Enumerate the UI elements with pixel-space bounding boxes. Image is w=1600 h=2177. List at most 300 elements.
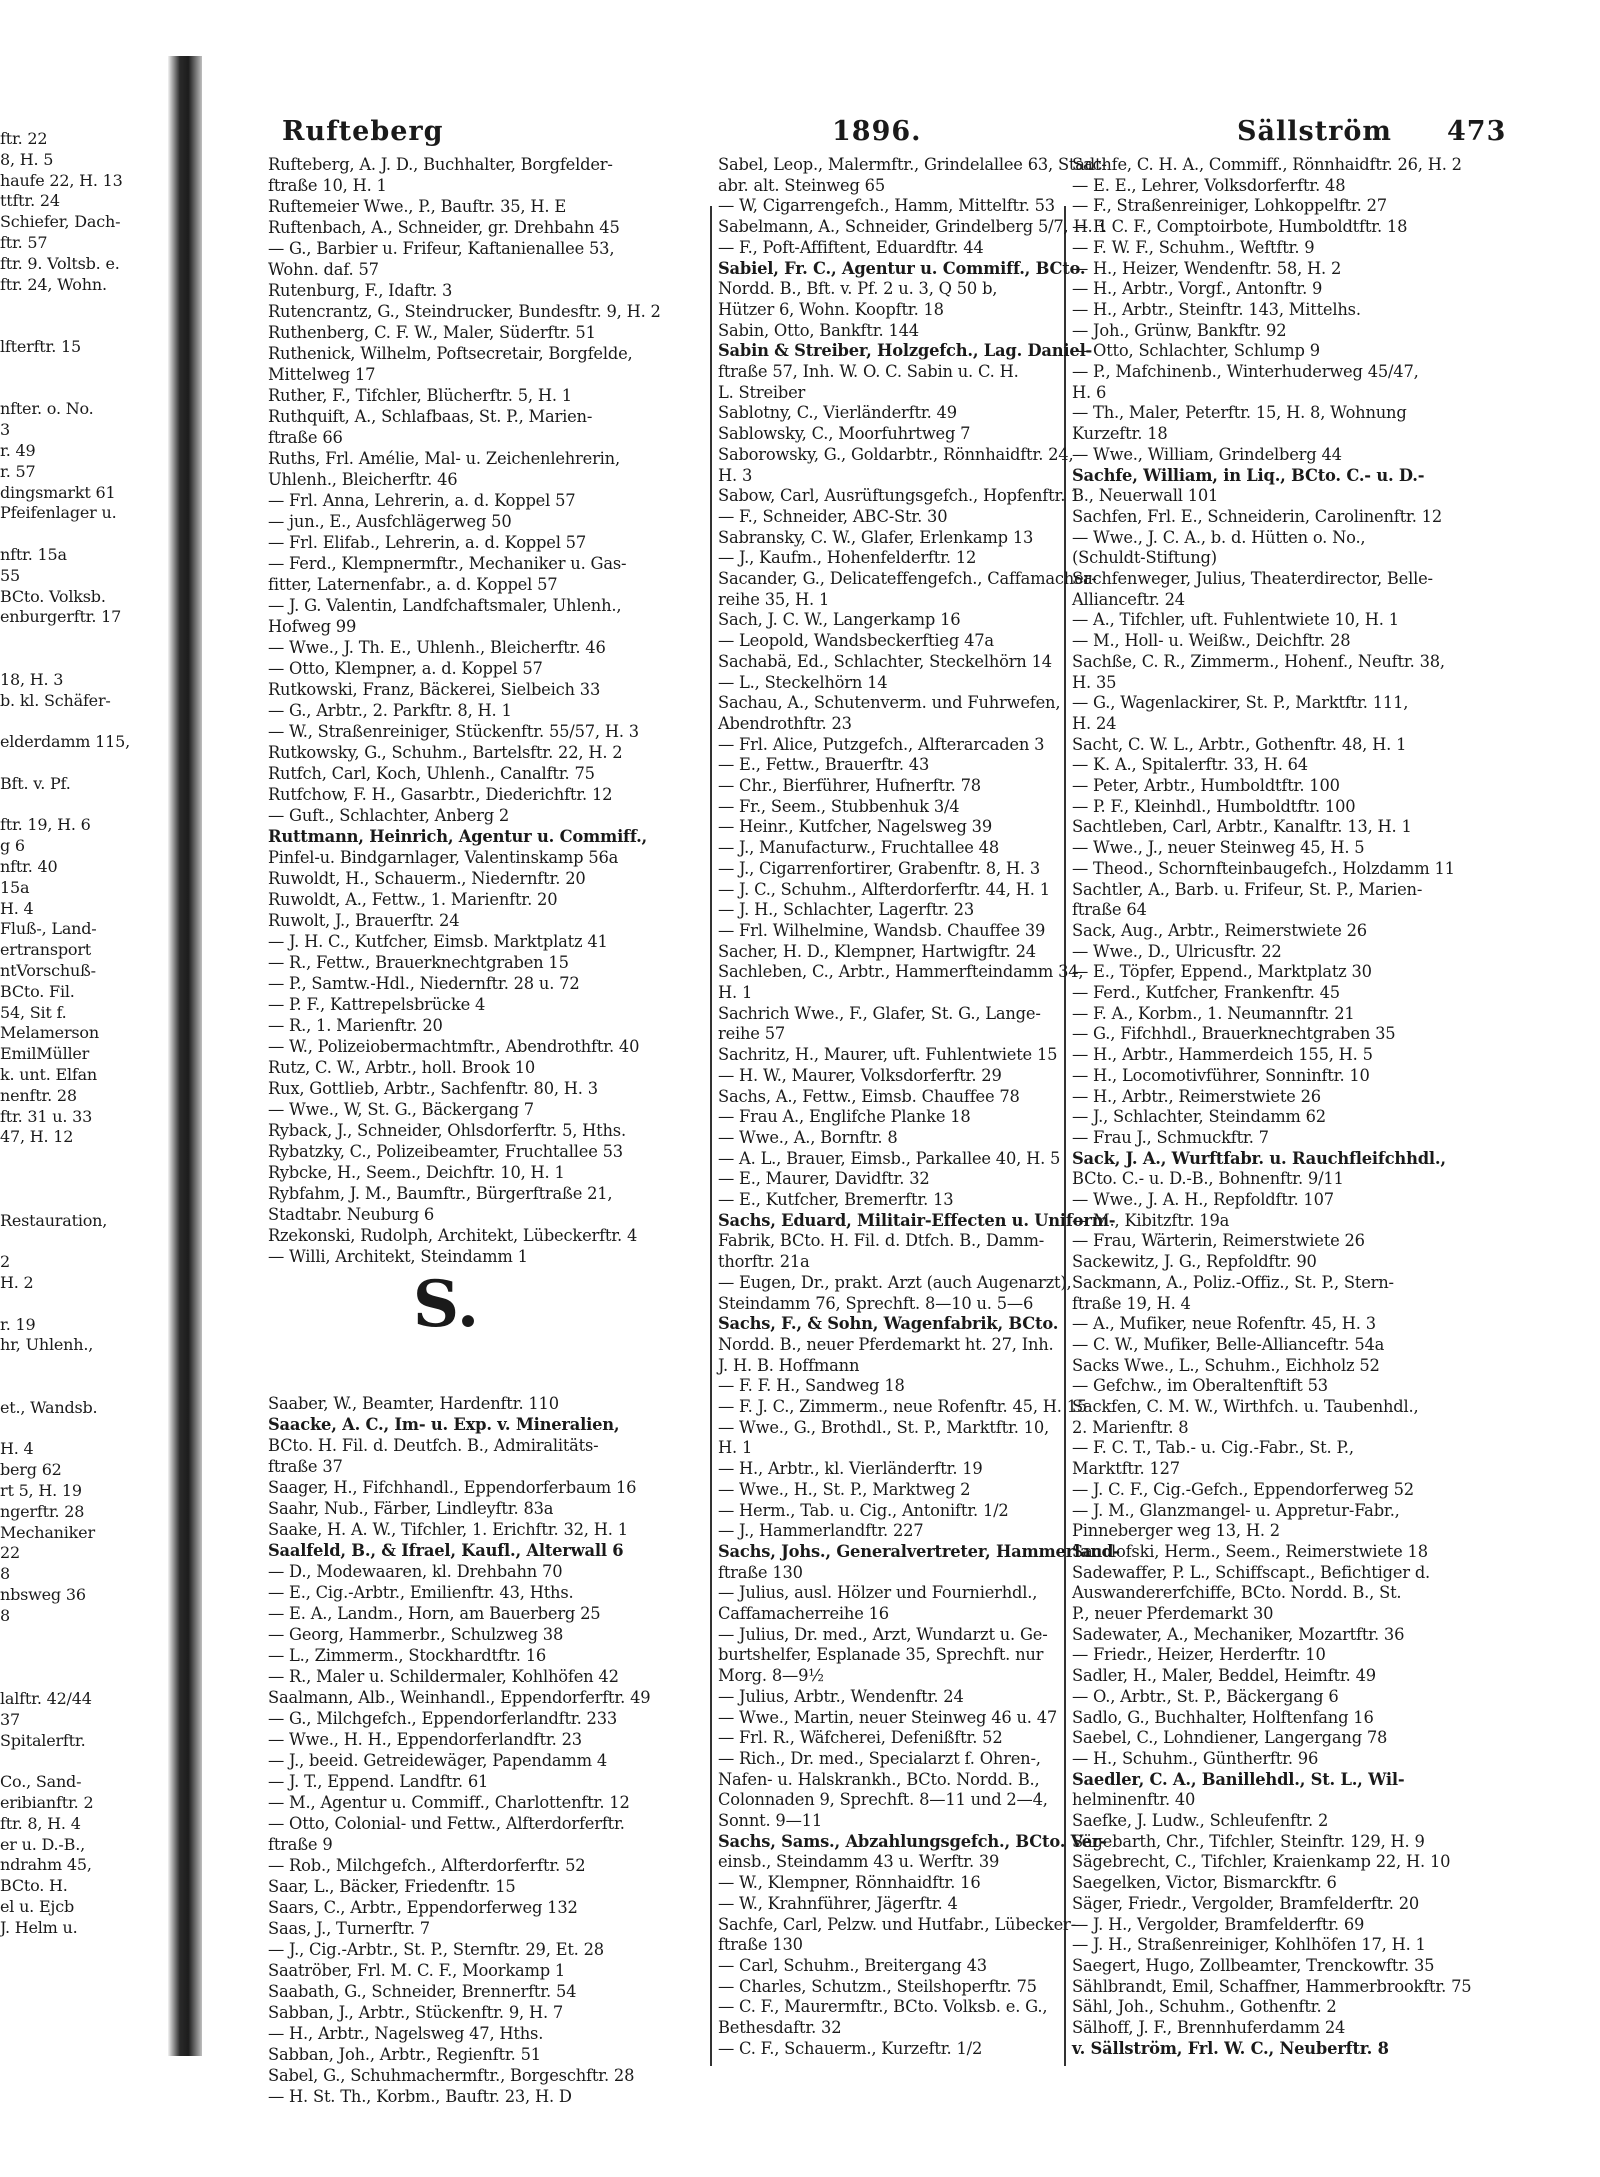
directory-entry-line: — J. H., Schlachter, Lagerftr. 23 <box>718 900 974 920</box>
column-rule-2 <box>1064 206 1066 2066</box>
left-page-line: nfter. o. No. <box>0 399 94 419</box>
directory-entry-line: — O., Arbtr., St. P., Bäckergang 6 <box>1072 1686 1339 1706</box>
directory-entry-line: — Otto, Schlachter, Schlump 9 <box>1072 341 1320 361</box>
left-page-line: ftr. 19, H. 6 <box>0 815 91 835</box>
directory-entry-line: Saacke, A. C., Im- u. Exp. v. Mineralien, <box>268 1415 620 1434</box>
directory-entry-line: — A., Tifchler, uft. Fuhlentwiete 10, H. 1 <box>1072 610 1399 630</box>
directory-entry-line: Pinfel-u. Bindgarnlager, Valentinskamp 56a <box>268 848 619 867</box>
directory-entry-line: — Otto, Klempner, a. d. Koppel 57 <box>268 659 543 678</box>
left-page-line: Pfeifenlager u. <box>0 503 117 523</box>
left-page-line: 3 <box>0 420 10 440</box>
directory-entry-line: Sägebrecht, C., Tifchler, Kraienkamp 22, H. 10 <box>1072 1852 1451 1872</box>
directory-entry-line: — Wwe., D., Ulricusftr. 22 <box>1072 941 1282 961</box>
directory-entry-line: — G., Fifchhdl., Brauerknechtgraben 35 <box>1072 1024 1396 1044</box>
directory-entry-line: helminenftr. 40 <box>1072 1790 1196 1810</box>
directory-entry-line: Sabel, G., Schuhmachermftr., Borgeschftr. 28 <box>268 2066 635 2085</box>
left-page-line: Melamerson <box>0 1023 99 1043</box>
directory-entry-line: — C. F., Maurermftr., BCto. Volksb. e. G., <box>718 1997 1048 2017</box>
directory-entry-line: B., Neuerwall 101 <box>1072 486 1219 506</box>
directory-entry-line: Sachtler, A., Barb. u. Frifeur, St. P., Marien- <box>1072 879 1423 899</box>
directory-entry-line: Sacks Wwe., L., Schuhm., Eichholz 52 <box>1072 1355 1380 1375</box>
directory-entry-line: — J. C. F., Cig.-Gefch., Eppendorferweg 52 <box>1072 1479 1414 1499</box>
directory-entry-line: Rybfahm, J. M., Baumftr., Bürgerftraße 21, <box>268 1184 613 1203</box>
directory-entry-line: — Carl, Schuhm., Breitergang 43 <box>718 1955 987 1975</box>
left-page-line: H. 4 <box>0 898 34 918</box>
directory-entry-line: Ruwoldt, H., Schauerm., Niedernftr. 20 <box>268 869 586 888</box>
directory-entry-line: — Wwe., W, St. G., Bäckergang 7 <box>268 1100 534 1119</box>
left-page-line: Restauration, <box>0 1210 108 1230</box>
directory-entry-line: Sachabä, Ed., Schlachter, Steckelhörn 14 <box>718 651 1052 671</box>
directory-entry-line: Saalmann, Alb., Weinhandl., Eppendorferftr. 49 <box>268 1688 651 1707</box>
directory-entry-line: — Wwe., J. C. A., b. d. Hütten o. No., <box>1072 527 1366 547</box>
left-page-line: ftr. 8, H. 4 <box>0 1813 81 1833</box>
directory-entry-line: — Wwe., J., neuer Steinweg 45, H. 5 <box>1072 838 1365 858</box>
directory-entry-line: — A., Mufiker, neue Rofenftr. 45, H. 3 <box>1072 1314 1376 1334</box>
directory-entry-line: — Heinr., Kutfcher, Nagelsweg 39 <box>718 817 993 837</box>
directory-entry-line: Saas, J., Turnerftr. 7 <box>268 1919 430 1938</box>
directory-entry-line: Sackfen, C. M. W., Wirthfch. u. Taubenhdl., <box>1072 1397 1419 1416</box>
directory-entry-line: — C. W., Mufiker, Belle-Allianceftr. 54a <box>1072 1334 1385 1354</box>
directory-entry-line: — F. C. F., Comptoirbote, Humboldtftr. 18 <box>1072 217 1408 237</box>
left-page-line: Co., Sand- <box>0 1772 82 1792</box>
directory-entry-line: — Joh., Grünw, Bankftr. 92 <box>1072 320 1287 340</box>
directory-entry-line: — H. W., Maurer, Volksdorferftr. 29 <box>718 1065 1002 1085</box>
directory-entry-line: Steindamm 76, Sprechft. 8—10 u. 5—6 <box>718 1293 1034 1313</box>
directory-entry-line: — J., beeid. Getreidewäger, Papendamm 4 <box>268 1751 608 1770</box>
directory-entry-line: — E., Maurer, Davidftr. 32 <box>718 1169 930 1189</box>
left-page-line: rt 5, H. 19 <box>0 1481 82 1500</box>
directory-entry-line: Stadtabr. Neuburg 6 <box>268 1205 435 1224</box>
directory-entry-line: Sack, J. A., Wurftfabr. u. Rauchfleifchhdl., <box>1072 1148 1446 1168</box>
directory-entry-line: — Julius, ausl. Hölzer und Fournierhdl., <box>718 1583 1038 1603</box>
left-page-line: 54, Sit f. <box>0 1002 67 1022</box>
left-page-line: eribianftr. 2 <box>0 1793 94 1812</box>
page-number: 473 <box>1447 116 1507 147</box>
directory-entry-line: Hützer 6, Wohn. Koopftr. 18 <box>718 299 944 319</box>
directory-entry-line: — Wwe., A., Bornftr. 8 <box>718 1127 898 1147</box>
directory-entry-line: — G., Arbtr., 2. Parkftr. 8, H. 1 <box>268 701 512 720</box>
directory-entry-line: — J., Cigarrenfortirer, Grabenftr. 8, H. 3 <box>718 858 1041 878</box>
directory-entry-line: Sachfe, William, in Liq., BCto. C.- u. D.- <box>1072 465 1425 485</box>
left-page-line: k. unt. Elfan <box>0 1065 98 1084</box>
directory-entry-line: — G., Wagenlackirer, St. P., Marktftr. 111, <box>1072 693 1409 713</box>
left-page-line: el u. Ejcb <box>0 1897 74 1916</box>
directory-entry-line: Sachs, A., Fettw., Eimsb. Chauffee 78 <box>718 1086 1020 1106</box>
directory-entry-line: Sähl, Joh., Schuhm., Gothenftr. 2 <box>1072 1997 1337 2017</box>
directory-entry-line: Ruthenberg, C. F. W., Maler, Süderftr. 51 <box>268 323 596 342</box>
directory-entry-line: — P. F., Kleinhdl., Humboldtftr. 100 <box>1072 796 1356 816</box>
directory-entry-line: Sälhoff, J. F., Brennhuferdamm 24 <box>1072 2018 1346 2037</box>
directory-entry-line: Sabban, Joh., Arbtr., Regienftr. 51 <box>268 2045 541 2064</box>
directory-entry-line: — D., Modewaaren, kl. Drehbahn 70 <box>268 1562 563 1581</box>
directory-entry-line: Saebel, C., Lohndiener, Langergang 78 <box>1072 1728 1388 1748</box>
directory-entry-line: Sachritz, H., Maurer, uft. Fuhlentwiete 15 <box>718 1045 1058 1065</box>
directory-entry-line: ftraße 19, H. 4 <box>1072 1293 1191 1313</box>
directory-entry-line: Sackewitz, J. G., Repfoldftr. 90 <box>1072 1252 1317 1272</box>
left-page-line: 8 <box>0 1564 10 1584</box>
directory-entry-line: — Wwe., H., St. P., Marktweg 2 <box>718 1479 971 1499</box>
directory-entry-line: — Frl. Wilhelmine, Wandsb. Chauffee 39 <box>718 920 1046 940</box>
directory-entry-line: — Frau A., Englifche Planke 18 <box>718 1107 971 1127</box>
directory-entry-line: Saalfeld, B., & Ifrael, Kaufl., Alterwall 6 <box>268 1541 624 1560</box>
directory-entry-line: Saabath, G., Schneider, Brennerftr. 54 <box>268 1982 577 2001</box>
directory-entry-line: H. 1 <box>718 1438 753 1458</box>
directory-entry-line: Saars, C., Arbtr., Eppendorferweg 132 <box>268 1898 578 1917</box>
left-page-line: 15a <box>0 877 30 897</box>
directory-entry-line: thorftr. 21a <box>718 1252 810 1272</box>
left-page-line: ttftr. 24 <box>0 191 60 211</box>
directory-entry-line: Abendrothftr. 23 <box>718 713 852 733</box>
directory-entry-line: Saaber, W., Beamter, Hardenftr. 110 <box>268 1394 559 1413</box>
directory-entry-line: BCto. C.- u. D.-B., Bohnenftr. 9/11 <box>1072 1169 1344 1189</box>
left-page-line: ngerftr. 28 <box>0 1501 85 1521</box>
directory-entry-line: H. 3 <box>718 465 753 485</box>
directory-entry-line: Auswandererfchiffe, BCto. Nordd. B., St. <box>1072 1583 1402 1603</box>
left-page-line: Schiefer, Dach- <box>0 212 121 232</box>
left-page-line: H. 4 <box>0 1439 34 1459</box>
left-page-line: er u. D.-B., <box>0 1834 85 1854</box>
directory-entry-line: Morg. 8—9½ <box>718 1666 824 1686</box>
directory-entry-line: Ruttmann, Heinrich, Agentur u. Commiff., <box>268 827 648 846</box>
left-page-line: 37 <box>0 1709 20 1729</box>
directory-entry-line: Rutz, C. W., Arbtr., holl. Brook 10 <box>268 1058 536 1077</box>
directory-entry-line: — Chr., Bierführer, Hufnerftr. 78 <box>718 776 981 795</box>
directory-entry-line: Kurzeftr. 18 <box>1072 424 1168 444</box>
directory-entry-line: 2. Marienftr. 8 <box>1072 1417 1189 1437</box>
left-page-line: ertransport <box>0 940 92 960</box>
directory-entry-line: — J. T., Eppend. Landftr. 61 <box>268 1772 489 1791</box>
directory-entry-line: Sadlo, G., Buchhalter, Holftenfang 16 <box>1072 1707 1374 1727</box>
directory-entry-line: — E., Kutfcher, Bremerftr. 13 <box>718 1190 954 1209</box>
directory-entry-line: — Frau J., Schmuckftr. 7 <box>1072 1127 1269 1147</box>
left-page-line: BCto. Fil. <box>0 981 75 1001</box>
directory-entry-line: Marktftr. 127 <box>1072 1459 1180 1479</box>
directory-entry-line: reihe 35, H. 1 <box>718 589 830 609</box>
directory-entry-line: Sabel, Leop., Malermftr., Grindelallee 63, Stadt- <box>718 155 1107 174</box>
directory-entry-line: — J. C., Schuhm., Alfterdorferftr. 44, H. 1 <box>718 879 1050 899</box>
directory-entry-line: fitter, Laternenfabr., a. d. Koppel 57 <box>268 575 558 594</box>
directory-entry-line: Sackmann, A., Poliz.-Offiz., St. P., Stern- <box>1072 1272 1394 1292</box>
directory-entry-line: Sachleben, C., Arbtr., Hammerfteindamm 34, <box>718 962 1084 982</box>
directory-entry-line: Rutencrantz, G., Steindrucker, Bundesftr. 9, H. 2 <box>268 302 661 321</box>
directory-entry-line: — Leopold, Wandsbeckerftieg 47a <box>718 631 994 651</box>
left-page-line: lalftr. 42/44 <box>0 1689 92 1708</box>
directory-entry-line: Sabban, J., Arbtr., Stückenftr. 9, H. 7 <box>268 2003 564 2022</box>
left-page-line: H. 2 <box>0 1273 34 1292</box>
directory-entry-line: Sabiel, Fr. C., Agentur u. Commiff., BCto. <box>718 258 1086 278</box>
directory-entry-line: Nafen- u. Halskrankh., BCto. Nordd. B., <box>718 1769 1040 1789</box>
directory-entry-line: — E. E., Lehrer, Volksdorferftr. 48 <box>1072 175 1346 195</box>
directory-entry-line: — F. W. F., Schuhm., Weftftr. 9 <box>1072 237 1315 257</box>
directory-entry-line: Sablotny, C., Vierländerftr. 49 <box>718 403 957 423</box>
left-page-line: elderdamm 115, <box>0 732 130 752</box>
directory-entry-line: Bethesdaftr. 32 <box>718 2018 842 2037</box>
directory-entry-line: ftraße 130 <box>718 1935 803 1955</box>
left-page-fragment <box>0 130 168 2030</box>
directory-entry-line: — Friedr., Heizer, Herderftr. 10 <box>1072 1645 1326 1665</box>
directory-entry-line: L. Streiber <box>718 382 806 402</box>
directory-entry-line: — Julius, Arbtr., Wendenftr. 24 <box>718 1686 964 1706</box>
directory-entry-line: — C. F., Schauerm., Kurzeftr. 1/2 <box>718 2038 983 2058</box>
directory-entry-line: Sachtleben, Carl, Arbtr., Kanalftr. 13, H. 1 <box>1072 817 1412 837</box>
directory-entry-line: — jun., E., Ausfchlägerweg 50 <box>268 512 512 531</box>
directory-entry-line: — Ferd., Klempnermftr., Mechaniker u. Gas- <box>268 554 627 573</box>
directory-entry-line: — Otto, Colonial- und Fettw., Alfterdorferftr. <box>268 1814 625 1833</box>
directory-entry-line: — Willi, Architekt, Steindamm 1 <box>268 1247 528 1266</box>
left-page-line: Spitalerftr. <box>0 1730 86 1750</box>
directory-entry-line: H. 6 <box>1072 382 1107 402</box>
left-page-line: ftr. 9. Voltsb. e. <box>0 253 120 273</box>
directory-entry-line: — Theod., Schornfteinbaugefch., Holzdamm 11 <box>1072 858 1455 878</box>
directory-entry-line: Sablowsky, C., Moorfuhrtweg 7 <box>718 424 971 444</box>
left-page-line: lfterftr. 15 <box>0 337 81 356</box>
left-page-line: ftr. 24, Wohn. <box>0 274 107 294</box>
directory-entry-line: Ruftemeier Wwe., P., Bauftr. 35, H. E <box>268 197 567 216</box>
directory-entry-line: — Georg, Hammerbr., Schulzweg 38 <box>268 1625 564 1644</box>
directory-entry-line: Uhlenh., Bleicherftr. 46 <box>268 470 458 489</box>
directory-entry-line: — Wwe., H. H., Eppendorferlandftr. 23 <box>268 1730 582 1749</box>
directory-entry-line: — Rich., Dr. med., Specialarzt f. Ohren-, <box>718 1748 1041 1768</box>
left-page-line: berg 62 <box>0 1460 62 1480</box>
directory-entry-line: — W., Polizeiobermachtmftr., Abendrothftr. 40 <box>268 1037 640 1056</box>
left-page-line: r. 57 <box>0 461 36 481</box>
directory-entry-line: Sachau, A., Schutenverm. und Fuhrwefen, <box>718 693 1061 713</box>
directory-entry-line: — H., Arbtr., Vorgf., Antonftr. 9 <box>1072 279 1323 299</box>
directory-entry-line: — F., Poft-Affiftent, Eduardftr. 44 <box>718 237 984 257</box>
directory-entry-line: Wohn. daf. 57 <box>268 260 379 279</box>
directory-entry-line: — M., Holl- u. Weißw., Deichftr. 28 <box>1072 631 1351 651</box>
directory-entry-line: Sabow, Carl, Ausrüftungsgefch., Hopfenftr. 1 <box>718 486 1081 506</box>
directory-entry-line: v. Sällström, Frl. W. C., Neuberftr. 8 <box>1072 2038 1389 2058</box>
directory-entry-line: Sabelmann, A., Schneider, Grindelberg 5/7, H. 1 <box>718 217 1108 237</box>
directory-entry-line: — Fr., Seem., Stubbenhuk 3/4 <box>718 796 960 816</box>
directory-entry-line: Sachfe, C. H. A., Commiff., Rönnhaidftr. 26, H. 2 <box>1072 155 1462 174</box>
directory-entry-line: — L., Steckelhörn 14 <box>718 672 888 692</box>
directory-entry-line: Saake, H. A. W., Tifchler, 1. Erichftr. 32, H. 1 <box>268 1520 628 1539</box>
directory-entry-line: Rux, Gottlieb, Arbtr., Sachfenftr. 80, H. 3 <box>268 1079 598 1098</box>
directory-entry-line: Colonnaden 9, Sprechft. 8—11 und 2—4, <box>718 1790 1048 1810</box>
directory-entry-line: — M., Agentur u. Commiff., Charlottenftr. 12 <box>268 1793 630 1812</box>
left-page-line: nbsweg 36 <box>0 1585 86 1604</box>
left-page-line: 18, H. 3 <box>0 669 64 689</box>
left-page-line: 22 <box>0 1543 20 1563</box>
directory-entry-line: Sachfenweger, Julius, Theaterdirector, Belle- <box>1072 569 1433 588</box>
directory-entry-line: Ruths, Frl. Amélie, Mal- u. Zeichenlehrerin, <box>268 449 620 468</box>
directory-entry-line: — W., Klempner, Rönnhaidftr. 16 <box>718 1873 981 1893</box>
directory-entry-line: Nordd. B., neuer Pferdemarkt ht. 27, Inh. <box>718 1334 1054 1354</box>
directory-entry-line: ftraße 130 <box>718 1562 803 1582</box>
header-right-keyword: Sällström <box>1237 116 1392 147</box>
directory-entry-line: — R., 1. Marienftr. 20 <box>268 1016 443 1035</box>
directory-entry-line: — Wwe., Martin, neuer Steinweg 46 u. 47 <box>718 1707 1058 1727</box>
directory-entry-line: Saahr, Nub., Färber, Lindleyftr. 83a <box>268 1499 554 1518</box>
directory-entry-line: Ruthenick, Wilhelm, Poftsecretair, Borgfelde, <box>268 344 633 363</box>
directory-entry-line: — J. H., Vergolder, Bramfelderftr. 69 <box>1072 1914 1365 1934</box>
directory-entry-line: — J. M., Glanzmangel- u. Appretur-Fabr., <box>1072 1500 1400 1520</box>
directory-entry-line: Caffamacherreihe 16 <box>718 1604 889 1623</box>
directory-entry-line: — W, Cigarrengefch., Hamm, Mittelftr. 53 <box>718 196 1055 216</box>
left-page-line: ftr. 22 <box>0 129 48 148</box>
directory-entry-line: Sadewaffer, P. L., Schiffscapt., Befichtiger d. <box>1072 1562 1431 1582</box>
directory-entry-line: Allianceftr. 24 <box>1072 589 1185 609</box>
directory-entry-line: Sonnt. 9—11 <box>718 1811 822 1830</box>
directory-entry-line: Sabin & Streiber, Holzgefch., Lag. Daniel- <box>718 341 1093 361</box>
directory-entry-line: — H., Arbtr., Steinftr. 143, Mittelhs. <box>1072 299 1361 319</box>
directory-entry-line: — F., Straßenreiniger, Lohkoppelftr. 27 <box>1072 196 1387 216</box>
directory-entry-line: — L., Zimmerm., Stockhardtftr. 16 <box>268 1646 547 1665</box>
left-page-line: BCto. H. <box>0 1876 68 1896</box>
left-page-line: Bft. v. Pf. <box>0 773 71 793</box>
directory-entry-line: — Ferd., Kutfcher, Frankenftr. 45 <box>1072 983 1340 1002</box>
directory-entry-line: Sadewater, A., Mechaniker, Mozartftr. 36 <box>1072 1624 1405 1644</box>
directory-entry-line: — J., Hammerlandftr. 227 <box>718 1521 924 1541</box>
directory-entry-line: — Frl. Alice, Putzgefch., Alfterarcaden 3 <box>718 734 1045 754</box>
directory-entry-line: Rutenburg, F., Idaftr. 3 <box>268 281 453 300</box>
left-page-line: ntVorschuß- <box>0 961 96 980</box>
directory-entry-line: H. 1 <box>718 983 753 1002</box>
directory-entry-line: — Gefchw., im Oberaltenftift 53 <box>1072 1376 1328 1396</box>
directory-entry-line: — J., Manufacturw., Fruchtallee 48 <box>718 838 999 858</box>
directory-entry-line: Hofweg 99 <box>268 617 357 636</box>
directory-entry-line: — G., Barbier u. Frifeur, Kaftanienallee 53, <box>268 239 615 258</box>
directory-entry-line: ftraße 64 <box>1072 900 1147 920</box>
directory-entry-line: — Wwe., William, Grindelberg 44 <box>1072 444 1342 464</box>
directory-entry-line: Saar, L., Bäcker, Friedenftr. 15 <box>268 1877 516 1896</box>
directory-entry-line: Ruther, F., Tifchler, Blücherftr. 5, H. 1 <box>268 386 572 405</box>
header-year: 1896. <box>832 116 922 147</box>
directory-entry-line: ftraße 57, Inh. W. O. C. Sabin u. C. H. <box>718 362 1019 381</box>
directory-entry-line: einsb., Steindamm 43 u. Werftr. 39 <box>718 1852 1000 1872</box>
directory-entry-line: ftraße 9 <box>268 1835 333 1854</box>
directory-entry-line: Ruwoldt, A., Fettw., 1. Marienftr. 20 <box>268 890 558 909</box>
left-page-line: 2 <box>0 1252 10 1272</box>
directory-entry-line: Sägebarth, Chr., Tifchler, Steinftr. 129, H. 9 <box>1072 1831 1425 1851</box>
directory-entry-line: J. H. B. Hoffmann <box>718 1355 860 1375</box>
directory-entry-line: — Eugen, Dr., prakt. Arzt (auch Augenarzt), <box>718 1272 1072 1292</box>
directory-entry-line: Ruwolt, J., Brauerftr. 24 <box>268 911 460 930</box>
directory-entry-line: — Frl. R., Wäfcherei, Defenißftr. 52 <box>718 1728 1003 1748</box>
directory-entry-line: — P., Samtw.-Hdl., Niedernftr. 28 u. 72 <box>268 974 580 993</box>
directory-entry-line: — J. G. Valentin, Landfchaftsmaler, Uhlenh., <box>268 596 622 615</box>
directory-entry-line: Fabrik, BCto. H. Fil. d. Dtfch. B., Damm- <box>718 1231 1045 1251</box>
directory-entry-line: — E., Fettw., Brauerftr. 43 <box>718 755 930 775</box>
left-page-line: r. 49 <box>0 441 36 460</box>
directory-entry-line: — J. H. C., Kutfcher, Eimsb. Marktplatz 41 <box>268 932 608 951</box>
directory-entry-line: — R., Maler u. Schildermaler, Kohlhöfen 42 <box>268 1667 619 1686</box>
directory-entry-line: — Herm., Tab. u. Cig., Antoniftr. 1/2 <box>718 1500 1009 1520</box>
directory-entry-line: Ruftenbach, A., Schneider, gr. Drehbahn 45 <box>268 218 620 237</box>
left-page-line: nenftr. 28 <box>0 1085 77 1105</box>
directory-entry-line: Sacher, H. D., Klempner, Hartwigftr. 24 <box>718 941 1036 961</box>
directory-entry-line: Saatröber, Frl. M. C. F., Moorkamp 1 <box>268 1961 566 1980</box>
directory-entry-line: Saegelken, Victor, Bismarckftr. 6 <box>1072 1873 1337 1893</box>
directory-entry-line: — E. A., Landm., Horn, am Bauerberg 25 <box>268 1604 601 1623</box>
directory-entry-line: Sachfen, Frl. E., Schneiderin, Carolinenftr. 12 <box>1072 506 1442 526</box>
directory-entry-line: — Frl. Anna, Lehrerin, a. d. Koppel 57 <box>268 491 576 510</box>
directory-entry-line: Säger, Friedr., Vergolder, Bramfelderftr. 20 <box>1072 1893 1420 1913</box>
directory-entry-line: Saager, H., Fifchhandl., Eppendorferbaum 16 <box>268 1478 637 1497</box>
directory-entry-line: — H. St. Th., Korbm., Bauftr. 23, H. D <box>268 2087 572 2106</box>
directory-entry-line: Sachrich Wwe., F., Glafer, St. G., Lange- <box>718 1003 1041 1023</box>
directory-entry-line: — P., Mafchinenb., Winterhuderweg 45/47, <box>1072 362 1419 381</box>
directory-entry-line: — F., Schneider, ABC-Str. 30 <box>718 506 948 526</box>
directory-entry-line: Rybcke, H., Seem., Deichftr. 10, H. 1 <box>268 1163 565 1182</box>
directory-entry-line: — Frl. Elifab., Lehrerin, a. d. Koppel 57 <box>268 533 586 552</box>
directory-entry-line: — Guft., Schlachter, Anberg 2 <box>268 806 510 825</box>
directory-entry-line: — J., Cig.-Arbtr., St. P., Sternftr. 29, Et. 28 <box>268 1940 604 1959</box>
directory-entry-line: H. 24 <box>1072 713 1117 733</box>
directory-entry-line: Saefke, J. Ludw., Schleufenftr. 2 <box>1072 1811 1329 1830</box>
directory-entry-line: Pinneberger weg 13, H. 2 <box>1072 1521 1280 1541</box>
directory-entry-line: Sachfe, Carl, Pelzw. und Hutfabr., Lübecker- <box>718 1914 1076 1934</box>
directory-entry-line: Sadler, H., Maler, Beddel, Heimftr. 49 <box>1072 1666 1376 1686</box>
directory-entry-line: Rutfchow, F. H., Gasarbtr., Diederichftr. 12 <box>268 785 613 804</box>
left-page-line: nftr. 40 <box>0 857 58 876</box>
directory-entry-line: — Wwe., J. Th. E., Uhlenh., Bleicherftr. 46 <box>268 638 606 657</box>
left-page-line: et., Wandsb. <box>0 1397 98 1417</box>
directory-entry-line: Rzekonski, Rudolph, Architekt, Lübeckerftr. 4 <box>268 1226 638 1245</box>
left-page-line: Mechaniker <box>0 1522 95 1542</box>
directory-entry-line: Rybatzky, C., Polizeibeamter, Fruchtallee 53 <box>268 1142 623 1161</box>
directory-entry-line: Nordd. B., Bft. v. Pf. 2 u. 3, Q 50 b, <box>718 279 998 299</box>
directory-entry-line: BCto. H. Fil. d. Deutfch. B., Admiralitäts- <box>268 1436 599 1455</box>
left-page-line: Fluß-, Land- <box>0 919 97 939</box>
directory-entry-line: — E., Cig.-Arbtr., Emilienftr. 43, Hths. <box>268 1583 574 1602</box>
directory-entry-line: Rutkowsky, G., Schuhm., Bartelsftr. 22, H. 2 <box>268 743 623 762</box>
directory-entry-line: Sach, J. C. W., Langerkamp 16 <box>718 610 961 630</box>
left-page-line: 47, H. 12 <box>0 1127 74 1147</box>
directory-entry-line: — M., Kibitzftr. 19a <box>1072 1210 1230 1230</box>
directory-entry-line: — E., Töpfer, Eppend., Marktplatz 30 <box>1072 962 1372 982</box>
directory-entry-line: reihe 57 <box>718 1024 786 1044</box>
directory-entry-line: — Th., Maler, Peterftr. 15, H. 8, Wohnung <box>1072 403 1407 423</box>
directory-entry-line: Sacht, C. W. L., Arbtr., Gothenftr. 48, H. 1 <box>1072 734 1407 754</box>
directory-entry-line: — H., Arbtr., Hammerdeich 155, H. 5 <box>1072 1045 1373 1065</box>
left-page-line: EmilMüller <box>0 1044 90 1064</box>
directory-entry-line: Sachs, F., & Sohn, Wagenfabrik, BCto. <box>718 1314 1059 1334</box>
left-page-line: enburgerftr. 17 <box>0 607 122 627</box>
directory-entry-line: Sählbrandt, Emil, Schaffner, Hammerbrookftr. 75 <box>1072 1976 1472 1996</box>
directory-entry-line: Sacander, G., Delicateffengefch., Caffamacher- <box>718 569 1097 588</box>
left-page-line: BCto. Volksb. <box>0 586 106 606</box>
directory-entry-line: Sachs, Johs., Generalvertreter, Hammerland- <box>718 1541 1120 1561</box>
directory-entry-line: — H., Locomotivführer, Sonninftr. 10 <box>1072 1065 1370 1085</box>
directory-entry-line: — Charles, Schutzm., Steilshoperftr. 75 <box>718 1976 1037 1996</box>
directory-entry-line: — R., Fettw., Brauerknechtgraben 15 <box>268 953 569 972</box>
directory-entry-line: Rufteberg, A. J. D., Buchhalter, Borgfelder- <box>268 155 613 174</box>
directory-entry-line: Sack, Aug., Arbtr., Reimerstwiete 26 <box>1072 920 1367 940</box>
directory-entry-line: abr. alt. Steinweg 65 <box>718 175 885 195</box>
directory-entry-line: Saegert, Hugo, Zollbeamter, Trenckowftr. 35 <box>1072 1955 1435 1975</box>
directory-entry-line: — H., Schuhm., Güntherftr. 96 <box>1072 1748 1319 1768</box>
column-rule-1 <box>710 206 712 2066</box>
directory-entry-line: — F. A., Korbm., 1. Neumannftr. 21 <box>1072 1003 1355 1023</box>
directory-entry-line: Sabransky, C. W., Glafer, Erlenkamp 13 <box>718 527 1034 547</box>
directory-entry-line: — J., Kaufm., Hohenfelderftr. 12 <box>718 548 977 568</box>
left-page-line: ftr. 57 <box>0 233 48 252</box>
directory-entry-line: Sabin, Otto, Bankftr. 144 <box>718 320 919 340</box>
directory-entry-line: — A. L., Brauer, Eimsb., Parkallee 40, H. 5 <box>718 1148 1061 1168</box>
directory-entry-line: Sacolofski, Herm., Seem., Reimerstwiete 18 <box>1072 1541 1428 1561</box>
directory-entry-line: burtshelfer, Esplanade 35, Sprechft. nur <box>718 1645 1044 1665</box>
left-page-line: dingsmarkt 61 <box>0 482 116 502</box>
directory-entry-line: ftraße 10, H. 1 <box>268 176 387 195</box>
directory-entry-line: Mittelweg 17 <box>268 365 376 384</box>
directory-entry-line: — Wwe., J. A. H., Repfoldftr. 107 <box>1072 1190 1334 1209</box>
left-page-line: ftr. 31 u. 33 <box>0 1106 93 1126</box>
left-page-line: 8, H. 5 <box>0 149 54 169</box>
directory-entry-line: — J., Schlachter, Steindamm 62 <box>1072 1107 1326 1127</box>
